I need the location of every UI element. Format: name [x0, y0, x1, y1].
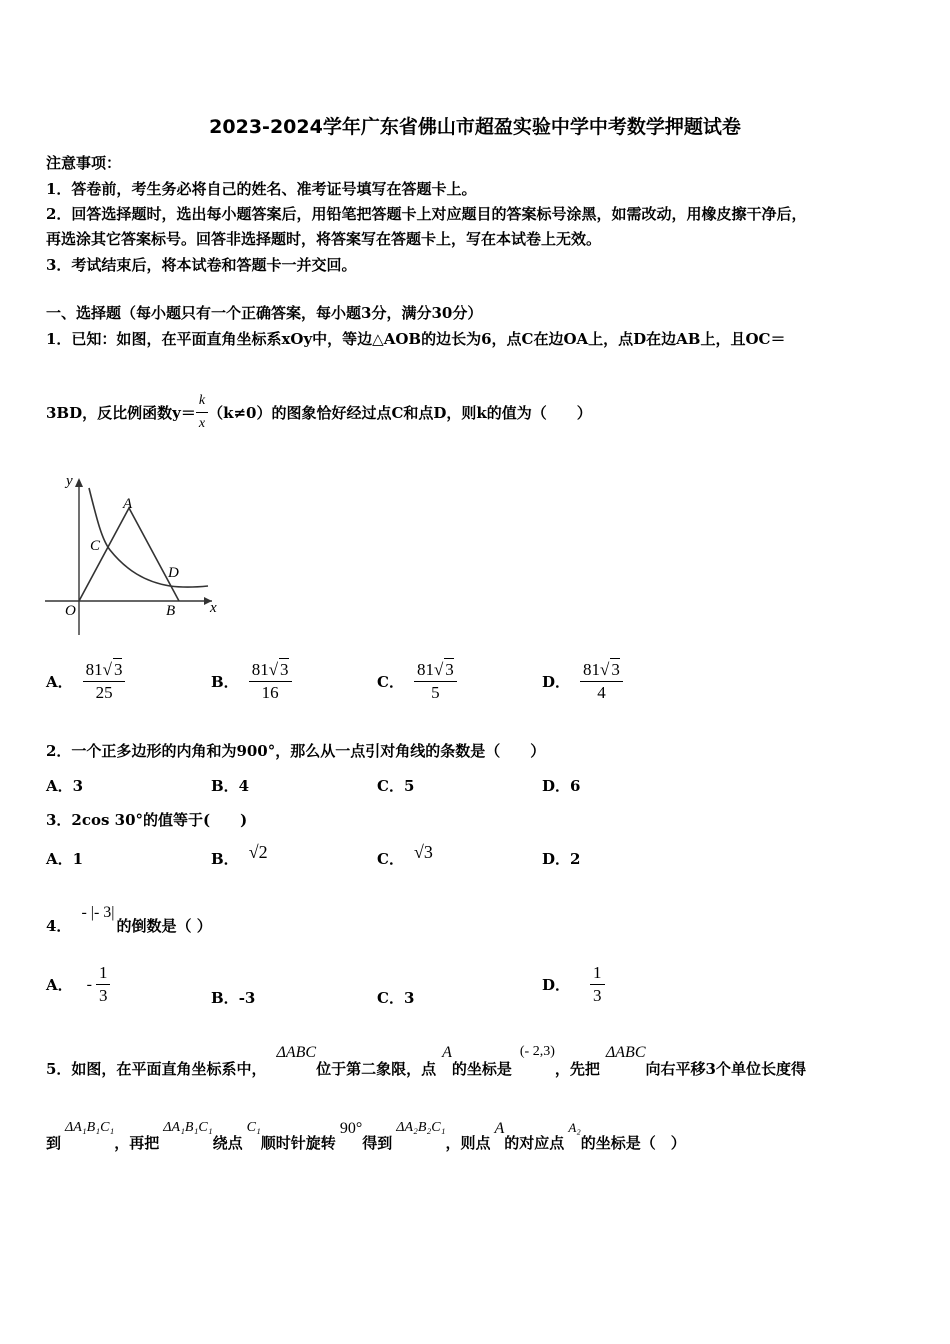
- q3-text: 3．2cos 30°的值等于( ): [46, 811, 248, 829]
- option-value: -3: [238, 989, 256, 1007]
- q1-line2-pre: 3BD，反比例函数y＝: [46, 404, 196, 422]
- frac-den: 3: [98, 986, 108, 1005]
- section-heading: 一、选择题（每小题只有一个正确答案，每小题3分，满分30分）: [46, 304, 483, 322]
- option-label: B．: [211, 672, 239, 691]
- option-value: √3: [413, 842, 433, 862]
- q5-text: 5．如图，在平面直角坐标系中，: [46, 1060, 267, 1078]
- label-a: A: [123, 496, 133, 512]
- q5-text: 位于第二象限，点: [316, 1060, 437, 1078]
- q5-line2: [46, 1120, 686, 1153]
- q2-option-a[interactable]: A．3: [46, 777, 84, 795]
- notes-item: 3．考试结束后，将本试卷和答题卡一并交回。: [46, 256, 357, 274]
- q5-text: 向右平移3个单位长度得: [645, 1060, 806, 1078]
- q4-option-d[interactable]: [542, 962, 605, 1007]
- q5-math: A: [494, 1120, 505, 1137]
- frac-num: 1: [590, 962, 605, 985]
- q3-option-a[interactable]: [46, 848, 83, 869]
- q4-option-b[interactable]: [211, 987, 255, 1008]
- frac-radicand: 3: [445, 660, 454, 679]
- option-fraction: $\frac{81√ 3}{16}$: [249, 658, 292, 704]
- q5-math: ΔABC: [605, 1044, 646, 1061]
- q1-option-a[interactable]: [46, 658, 125, 704]
- frac-coef: 81: [583, 660, 601, 679]
- option-label: A．: [46, 850, 73, 868]
- q5-math: ΔA₁B₁C₁: [163, 1120, 213, 1135]
- option-label: A．: [46, 976, 73, 994]
- q1-option-d[interactable]: [542, 658, 623, 704]
- q5-line1: [46, 1044, 806, 1079]
- frac-den: 16: [261, 683, 279, 702]
- q5-math: ΔA₁B₁C₁: [65, 1120, 115, 1135]
- q1-line2: [46, 390, 592, 435]
- q1-fraction: [196, 390, 208, 435]
- q4-option-c[interactable]: [377, 987, 414, 1008]
- q4-suffix: 的倒数是（ ）: [116, 917, 212, 935]
- frac-den: 5: [431, 683, 440, 702]
- q5-text: 的坐标是: [451, 1060, 512, 1078]
- option-sign: -: [86, 975, 92, 993]
- q1-line1: 1．已知：如图，在平面直角坐标系xOy中，等边△AOB的边长为6，点C在边OA上，点D在边AB上，且OC＝: [46, 330, 786, 348]
- q1-line2-post: （k≠0）的图象恰好经过点C和点D，则k的值为（ ）: [208, 404, 592, 422]
- frac-radicand: 3: [611, 660, 620, 679]
- q5-text: 得到: [362, 1134, 393, 1152]
- q5-math: C₁: [246, 1120, 261, 1135]
- q5-math: (- 2,3): [519, 1044, 555, 1059]
- frac-coef: 81: [416, 660, 434, 679]
- q4-expression: - |- 3|: [81, 904, 115, 921]
- notes-heading: 注意事项：: [46, 154, 122, 172]
- q5-text: 顺时针旋转: [260, 1134, 336, 1152]
- option-label: C．: [377, 672, 404, 691]
- q3-option-b[interactable]: [211, 842, 268, 869]
- q5-text: 的坐标是（ ）: [580, 1134, 686, 1152]
- frac-coef: 81: [251, 660, 269, 679]
- q5-text: ，先把: [554, 1060, 600, 1078]
- notes-item: 1．答卷前，考生务必将自己的姓名、准考证号填写在答题卡上。: [46, 180, 477, 198]
- frac-den: 4: [597, 683, 606, 702]
- q5-text: 的对应点: [504, 1134, 565, 1152]
- option-fraction: [590, 962, 605, 1007]
- option-label: D．: [542, 850, 571, 868]
- notes-item: 再选涂其它答案标号。回答非选择题时，将答案写在答题卡上，写在本试卷上无效。: [46, 230, 602, 248]
- frac-radicand: 3: [280, 660, 289, 679]
- option-value: √2: [248, 842, 268, 862]
- q2-text: 2．一个正多边形的内角和为900°，那么从一点引对角线的条数是（ ）: [46, 742, 546, 760]
- label-b: B: [166, 603, 176, 619]
- q1-option-b[interactable]: [211, 658, 292, 704]
- q1-frac-den: x: [198, 416, 206, 431]
- q5-math: ΔABC: [276, 1044, 317, 1061]
- q1-option-c[interactable]: [377, 658, 457, 704]
- triangle-aob: [79, 508, 179, 601]
- option-label: B．: [211, 850, 239, 868]
- option-value: 2: [570, 850, 581, 868]
- option-value: 1: [72, 850, 84, 868]
- option-label: D．: [542, 672, 571, 691]
- option-label: C．: [377, 989, 404, 1007]
- frac-num: 1: [96, 962, 111, 985]
- q2-option-b[interactable]: B．4: [211, 777, 250, 795]
- q5-text: ，再把: [114, 1134, 160, 1152]
- option-label: B．: [211, 989, 239, 1007]
- frac-radicand: 3: [113, 660, 123, 679]
- frac-den: 25: [95, 683, 113, 702]
- q5-math: A₂: [568, 1120, 581, 1135]
- notes-item: 2．回答选择题时，选出每小题答案后，用铅笔把答题卡上对应题目的答案标号涂黑，如需改动，用橡皮擦干净后，: [46, 205, 807, 223]
- option-fraction: [96, 962, 111, 1007]
- q5-text: ，则点: [445, 1134, 491, 1152]
- q4-option-a[interactable]: [46, 962, 110, 1007]
- frac-coef: 81: [85, 660, 103, 679]
- label-o: O: [65, 603, 76, 619]
- option-label: A．: [46, 672, 73, 691]
- q1-figure: [40, 470, 230, 638]
- label-d: D: [168, 565, 179, 581]
- q5-math: 90°: [339, 1120, 363, 1137]
- option-label: D．: [542, 976, 571, 994]
- q4-text: [46, 904, 212, 936]
- frac-den: 3: [593, 986, 602, 1005]
- q5-text: 到: [46, 1134, 62, 1152]
- option-value: 3: [403, 989, 415, 1007]
- y-axis-arrow: [75, 478, 83, 487]
- hyperbola-curve: [89, 488, 208, 587]
- q3-option-d[interactable]: [542, 848, 580, 869]
- page-title: 2023-2024学年广东省佛山市超盈实验中学中考数学押题试卷: [209, 116, 741, 138]
- option-fraction: $\frac{81√ 3}{5}$: [414, 658, 457, 704]
- q2-option-c[interactable]: C．5: [377, 777, 415, 795]
- label-y: y: [66, 473, 73, 489]
- q5-math: A: [442, 1044, 452, 1061]
- option-fraction: $\frac{81√ 3}{4}$: [580, 658, 623, 704]
- q5-math: ΔA₂B₂C₁: [396, 1120, 446, 1135]
- q3-option-c[interactable]: [377, 842, 433, 869]
- label-x: x: [210, 600, 217, 616]
- label-c: C: [90, 538, 101, 554]
- q2-option-d[interactable]: D．6: [542, 777, 581, 795]
- q1-frac-num: k: [196, 390, 208, 413]
- q4-prefix: 4．: [46, 917, 72, 935]
- option-label: C．: [377, 850, 404, 868]
- q5-text: 绕点: [212, 1134, 243, 1152]
- option-fraction: $\frac{81√ 3}{25}$: [83, 658, 126, 704]
